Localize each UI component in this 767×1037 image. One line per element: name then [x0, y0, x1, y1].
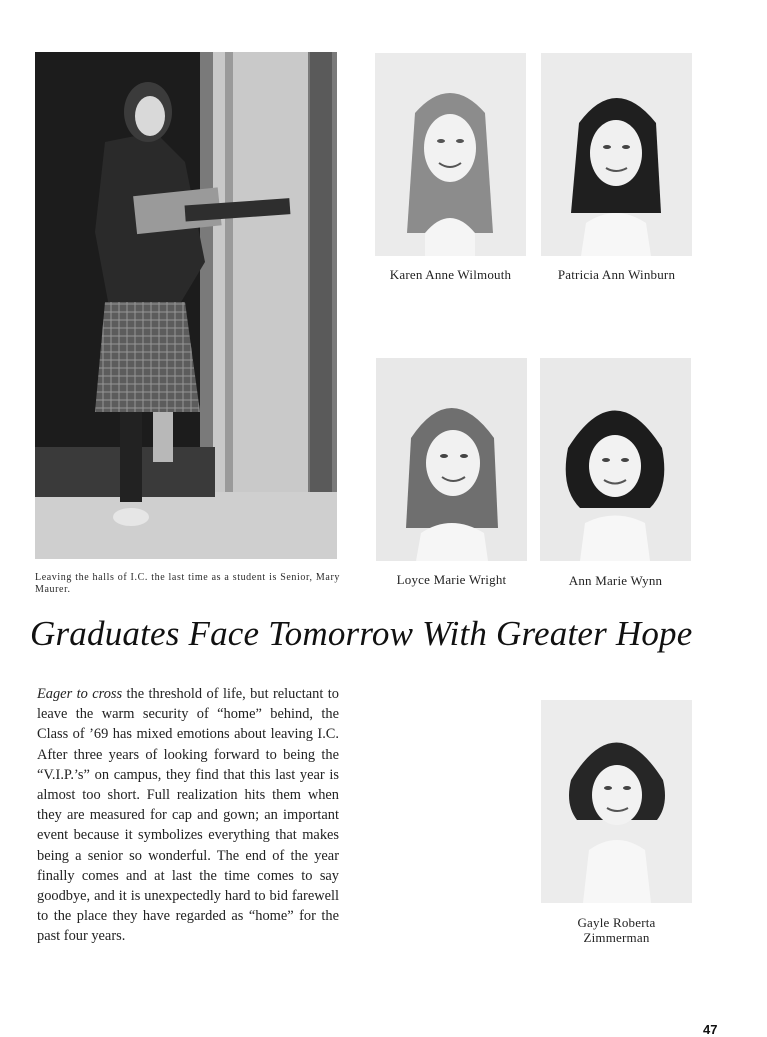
portrait-photo — [541, 53, 692, 256]
article-headline: Graduates Face Tomorrow With Greater Hope — [30, 614, 693, 653]
portrait-name-line: Gayle Roberta — [577, 915, 656, 930]
portrait-name: Karen Anne Wilmouth — [389, 267, 512, 282]
portrait-name-line: Zimmerman — [583, 930, 650, 945]
portrait-name: Loyce Marie Wright — [396, 572, 507, 587]
article-lead: Eager to cross — [37, 686, 123, 702]
portrait-photo — [375, 53, 526, 256]
article-body-text: the threshold of life, but reluctant to leave the warm security of “home” behind, the Class of ’69 has mixed emotions about leaving I.C. After three years of looking forward to being the “V.I.P.’s” on campus, they find that this last year is almost too short. Full realization hits them when they are measured for cap and gown; an important event because it symbolizes everything that makes being a senior so wonderful. The end of the year finally comes and at last the time comes to say goodbye, and it is unexpectedly hard to bid farewell to the place they have regarded as “home” for the past four years. — [37, 686, 339, 945]
portrait-name — [541, 915, 692, 945]
portrait-name: Ann Marie Wynn — [568, 573, 663, 588]
hero-photo — [35, 52, 337, 559]
hero-caption: Leaving the halls of I.C. the last time as a student is Senior, Mary Maurer. — [35, 572, 340, 595]
portrait-photo — [540, 358, 691, 561]
portrait-photo — [376, 358, 527, 561]
page-number: 47 — [703, 1022, 718, 1037]
article-body — [37, 684, 339, 947]
portrait-photo — [541, 700, 692, 903]
portrait-name: Patricia Ann Winburn — [557, 267, 676, 282]
